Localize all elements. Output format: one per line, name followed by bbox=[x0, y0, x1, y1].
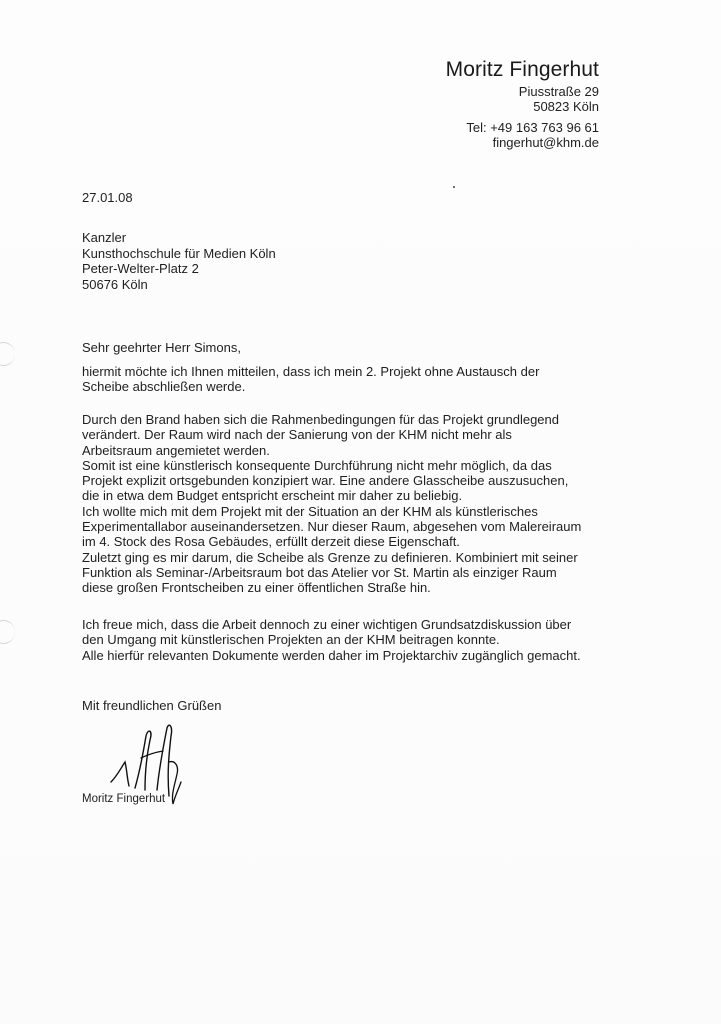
recipient-line: Peter-Welter-Platz 2 bbox=[82, 261, 199, 276]
paragraph-line: Ich wollte mich mit dem Projekt mit der Situation an der KHM als künstlerisches bbox=[82, 503, 538, 519]
recipient-line: Kunsthochschule für Medien Köln bbox=[82, 245, 276, 261]
paragraph-line: Alle hierfür relevanten Dokumente werden daher im Projektarchiv zugänglich gemacht. bbox=[82, 647, 581, 663]
paragraph-line: Somit ist eine künstlerisch konsequente Durchführung nicht mehr möglich, da das bbox=[82, 457, 552, 473]
sender-phone: Tel: +49 163 763 96 61 bbox=[466, 120, 599, 135]
recipient-line: 50676 Köln bbox=[82, 276, 148, 292]
letter-date: 27.01.08 bbox=[82, 190, 133, 205]
sender-email: fingerhut@khm.de bbox=[492, 135, 599, 150]
paragraph-line: Experimentallabor auseinandersetzen. Nur dieser Raum, abgesehen vom Malereiraum bbox=[82, 519, 582, 535]
paragraph-line: Funktion als Seminar-/Arbeitsraum bot das Atelier vor St. Martin als einziger Raum bbox=[82, 564, 557, 580]
paragraph-line: hiermit möchte ich Ihnen mitteilen, dass ich mein 2. Projekt ohne Austausch der bbox=[82, 364, 540, 379]
sender-street: Piusstraße 29 bbox=[518, 84, 599, 99]
closing: Mit freundlichen Grüßen bbox=[82, 698, 222, 713]
paragraph-line: Scheibe abschließen werde. bbox=[82, 379, 246, 395]
punch-hole-bottom bbox=[0, 620, 15, 644]
paragraph-line: im 4. Stock des Rosa Gebäudes, erfüllt derzeit diese Eigenschaft. bbox=[82, 534, 460, 550]
paragraph-line: Zuletzt ging es mir darum, die Scheibe als Grenze zu definieren. Kombiniert mit seiner bbox=[82, 549, 578, 565]
paragraph-line: den Umgang mit künstlerischen Projekten an der KHM beitragen konnte. bbox=[82, 632, 500, 648]
paragraph-line: Arbeitsraum angemietet werden. bbox=[82, 442, 270, 458]
punch-hole-top bbox=[0, 342, 15, 366]
paragraph-line: die in etwa dem Budget entspricht erscheint mir daher zu beliebig. bbox=[82, 488, 463, 504]
sender-name: Moritz Fingerhut bbox=[445, 58, 599, 81]
paragraph-line: Ich freue mich, dass die Arbeit dennoch zu einer wichtigen Grundsatzdiskussion über bbox=[82, 617, 572, 632]
salutation: Sehr geehrter Herr Simons, bbox=[82, 340, 241, 355]
paragraph-line: diese großen Frontscheiben zu einer öffentlichen Straße hin. bbox=[82, 580, 431, 596]
paragraph-line: Projekt explizit ortsgebunden konzipiert war. Eine andere Glasscheibe auszusuchen, bbox=[82, 473, 569, 489]
recipient-line: Kanzler bbox=[82, 230, 127, 245]
recipient-address bbox=[82, 230, 276, 292]
speck bbox=[453, 186, 455, 188]
paragraph-1 bbox=[82, 364, 622, 395]
paragraph-2 bbox=[82, 412, 622, 596]
paragraph-line: Durch den Brand haben sich die Rahmenbedingungen für das Projekt grundlegend bbox=[82, 412, 559, 427]
sender-city: 50823 Köln bbox=[533, 99, 599, 114]
paragraph-3 bbox=[82, 617, 622, 663]
signed-name: Moritz Fingerhut bbox=[82, 793, 166, 805]
paragraph-line: verändert. Der Raum wird nach der Sanierung von der KHM nicht mehr als bbox=[82, 427, 512, 443]
